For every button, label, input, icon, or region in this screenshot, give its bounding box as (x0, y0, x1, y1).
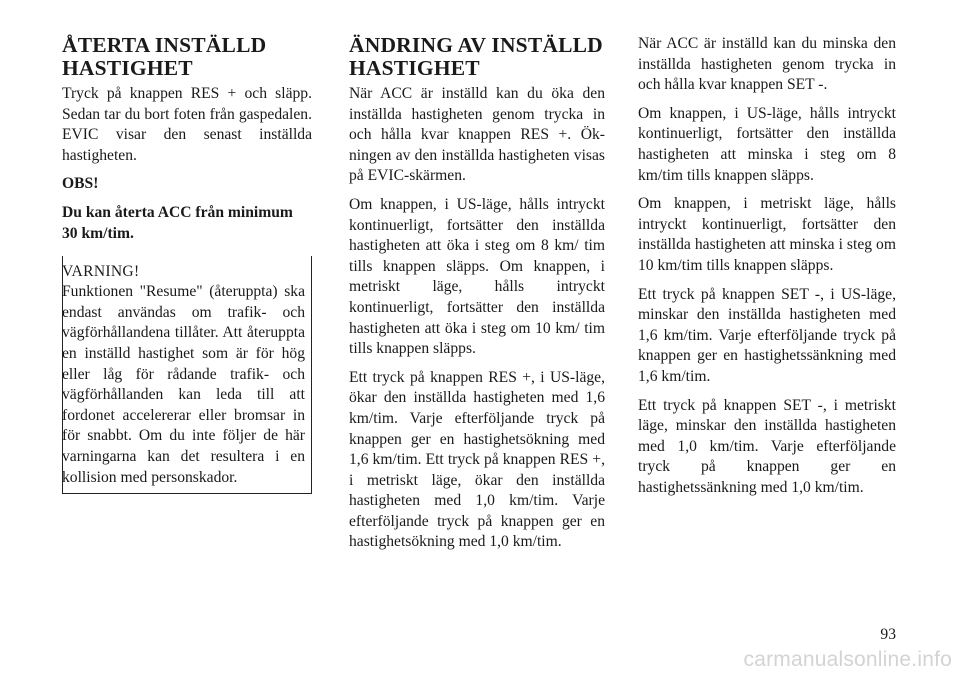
warning-title: VARNING! (62, 263, 140, 281)
section-heading-resume: ÅTERTA INSTÄLLD HASTIGHET (62, 33, 267, 80)
paragraph: När ACC är inställd kan du minska den inställda hastigheten genom trycka in och hålla kvar knappen SET -. (638, 35, 896, 94)
column-3 (638, 34, 896, 506)
warning-box (62, 256, 312, 494)
paragraph: Om knappen, i metriskt läge, hålls intryckt kontinuerligt, fortsätter den inställda hastigheten att minska i steg om 10 km/tim tills knappen släpps. (638, 195, 896, 274)
paragraph: Ett tryck på knappen SET -, i metriskt läge, minskar den inställda hastigheten med 1,0 km/tim. Varje efterföljande tryck på knappen ger en hastighetssänkning med 1,0 km/tim. (638, 396, 896, 496)
warning-text: Funktionen "Resume" (återuppta) ska endast användas om trafik- och vägförhållandena tillåter. Att återuppta en inställd hastighet som är för hög eller låg för rådande trafik- och vägförhållanden kan leda till att fordonet accelererar eller bromsar in för snabbt. Om du inte följer de här varningarna kan det resultera i en kollision med personskador. (62, 283, 305, 486)
paragraph: Om knappen, i US-läge, hålls intryckt kontinuerligt, fortsätter den inställda hastigheten att minska i steg om 8 km/tim tills knappen släpps. (638, 104, 896, 184)
note-text: Du kan återta ACC från minimum 30 km/tim. (62, 203, 293, 242)
column-1 (62, 34, 312, 494)
paragraph: Tryck på knappen RES + och släpp. Sedan tar du bort foten från gaspedalen. EVIC visar den senast inställda hastigheten. (62, 85, 312, 164)
paragraph: När ACC är inställd kan du öka den inställda hastigheten genom trycka in och hålla kvar knappen RES +. Ökningen av den inställda hastigheten visas på EVIC-skärmen. (349, 85, 605, 185)
watermark: carmanualsonline.info (743, 648, 952, 671)
paragraph: Ett tryck på knappen SET -, i US-läge, minskar den inställda hastigheten med 1,6 km/tim. Varje efterföljande tryck på knappen ger en hastighetssänkning med 1,6 km/tim. (638, 285, 896, 385)
column-2 (349, 34, 605, 561)
note-label: OBS! (62, 175, 99, 193)
page-number: 93 (880, 626, 896, 643)
section-heading-change-speed: ÄNDRING AV INSTÄLLD HASTIGHET (349, 33, 603, 80)
paragraph: Om knappen, i US-läge, hålls intryckt kontinuerligt, fortsätter den inställda hastigheten att öka i steg om 8 km/ tim tills knappen släpps. Om knappen, i metriskt läge, hålls intryckt kontinuerligt, fortsätter den inställda hastigheten att öka i steg om 10 km/ tim tills knappen släpps. (349, 195, 605, 358)
paragraph: Ett tryck på knappen RES +, i US-läge, ökar den inställda hastigheten med 1,6 km/tim. Varje efterföljande tryck på knappen ger en hastighetsökning med 1,6 km/tim. Ett tryck på knappen RES +, i metriskt läge, ökar den inställda hastigheten med 1,0 km/tim. Varje efterföljande tryck på knappen ger en hastighetsökning med 1,0 km/tim. (349, 368, 605, 551)
